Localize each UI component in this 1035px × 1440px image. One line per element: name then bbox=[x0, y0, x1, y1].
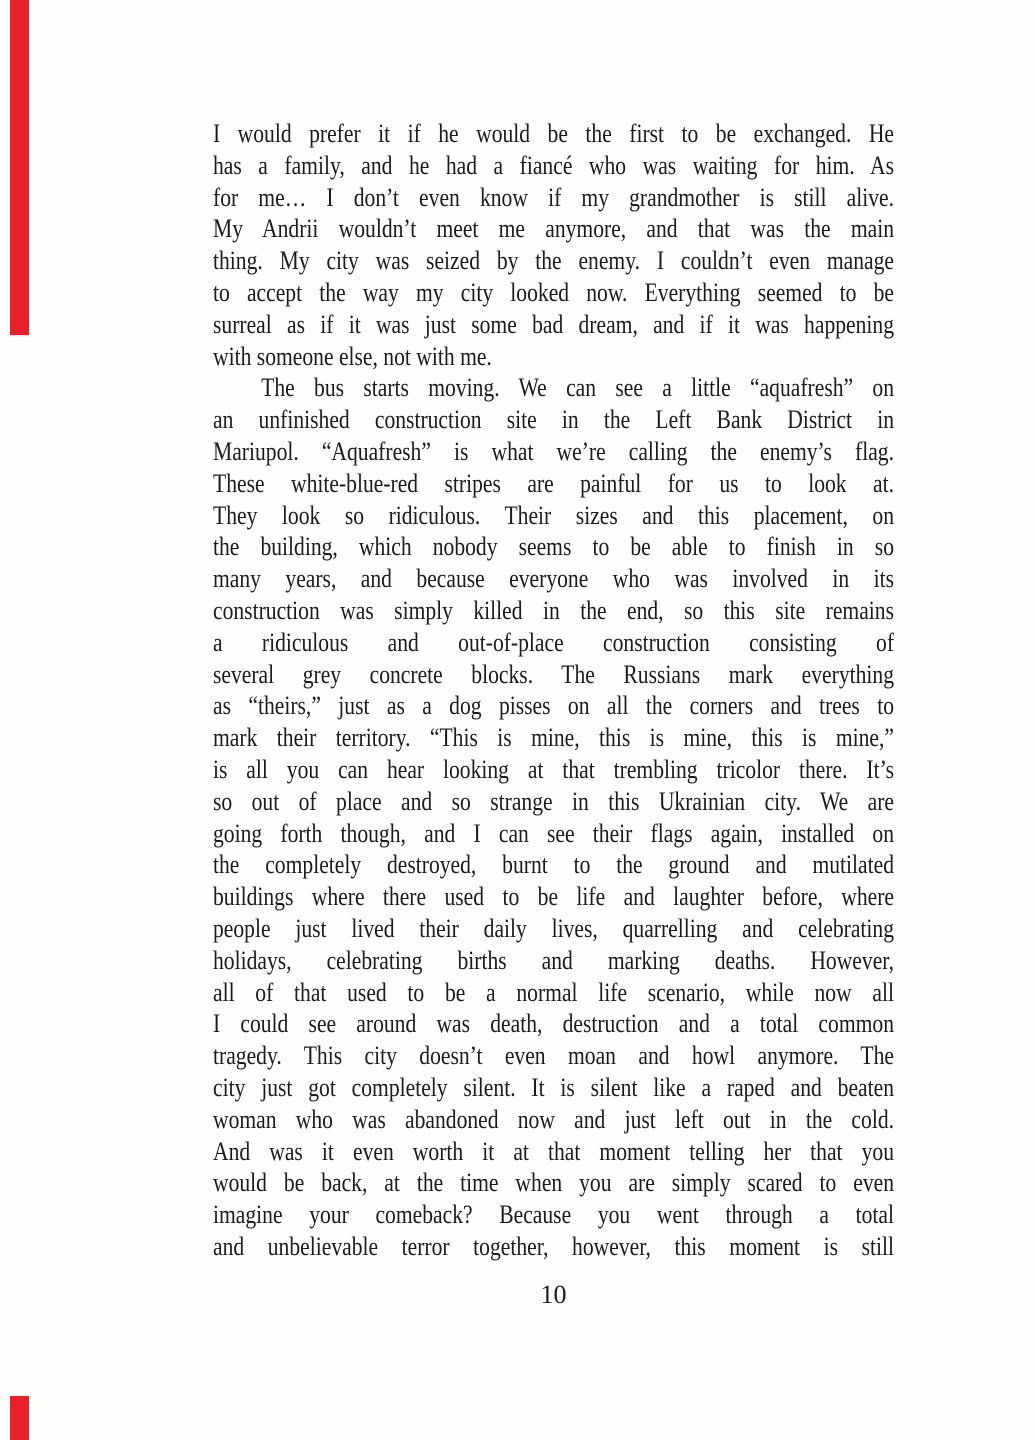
text-line: mark their territory. “This is mine, this is mine, this is mine,” bbox=[213, 723, 895, 753]
text-line: These white-blue-red stripes are painful for us to look at. bbox=[213, 468, 895, 498]
text-line: tragedy. This city doesn’t even moan and howl anymore. The bbox=[213, 1041, 895, 1071]
text-line: the building, which nobody seems to be able to finish in so bbox=[213, 532, 895, 562]
text-line: several grey concrete blocks. The Russians mark everything bbox=[213, 659, 895, 689]
text-line: has a family, and he had a fiancé who was waiting for him. As bbox=[213, 150, 895, 180]
text-line: as “theirs,” just as a dog pisses on all the corners and trees to bbox=[213, 691, 895, 721]
text-line: woman who was abandoned now and just left out in the cold. bbox=[213, 1104, 895, 1134]
text-line: city just got completely silent. It is silent like a raped and beaten bbox=[213, 1072, 895, 1102]
red-cover-edge-top bbox=[10, 0, 29, 335]
text-line: people just lived their daily lives, quarrelling and celebrating bbox=[213, 913, 895, 943]
text-line: holidays, celebrating births and marking deaths. However, bbox=[213, 945, 895, 975]
red-cover-edge-bottom bbox=[10, 1396, 29, 1440]
text-line: an unfinished construction site in the Left Bank District in bbox=[213, 405, 895, 435]
text-line: so out of place and so strange in this Ukrainian city. We are bbox=[213, 786, 895, 816]
text-line: They look so ridiculous. Their sizes and this placement, on bbox=[213, 500, 895, 530]
text-line: with someone else, not with me. bbox=[213, 341, 492, 371]
text-line: for me… I don’t even know if my grandmother is still alive. bbox=[213, 182, 895, 212]
text-line: surreal as if it was just some bad dream, and if it was happening bbox=[213, 309, 895, 339]
text-line: the completely destroyed, burnt to the ground and mutilated bbox=[213, 850, 895, 880]
text-line: many years, and because everyone who was involved in its bbox=[213, 564, 895, 594]
text-line: I would prefer it if he would be the first to be exchanged. He bbox=[213, 119, 895, 148]
text-line: Mariupol. “Aquafresh” is what we’re calling the enemy’s flag. bbox=[213, 436, 895, 466]
text-line: construction was simply killed in the end, so this site remains bbox=[213, 595, 895, 625]
text-line: to accept the way my city looked now. Everything seemed to be bbox=[213, 277, 895, 307]
text-line: thing. My city was seized by the enemy. I couldn’t even manage bbox=[213, 246, 895, 276]
text-line: going forth though, and I can see their flags again, installed on bbox=[213, 818, 895, 848]
page-number: 10 bbox=[540, 1280, 567, 1309]
text-line: buildings where there used to be life and laughter before, where bbox=[213, 882, 895, 912]
text-line: all of that used to be a normal life scenario, while now all bbox=[213, 977, 895, 1007]
text-line: is all you can hear looking at that trembling tricolor there. It’s bbox=[213, 754, 895, 784]
body-text bbox=[213, 118, 894, 1263]
text-line: and unbelievable terror together, however, this moment is still bbox=[213, 1231, 895, 1261]
text-line: a ridiculous and out-of-place construction consisting of bbox=[213, 627, 895, 657]
text-line: would be back, at the time when you are simply scared to even bbox=[213, 1168, 895, 1198]
text-line: The bus starts moving. We can see a little “aquafresh” on bbox=[261, 373, 895, 403]
text-line: My Andrii wouldn’t meet me anymore, and that was the main bbox=[213, 214, 895, 244]
text-line: And was it even worth it at that moment telling her that you bbox=[213, 1136, 895, 1166]
text-line: imagine your comeback? Because you went through a total bbox=[213, 1200, 895, 1230]
text-line: I could see around was death, destruction and a total common bbox=[213, 1009, 895, 1039]
